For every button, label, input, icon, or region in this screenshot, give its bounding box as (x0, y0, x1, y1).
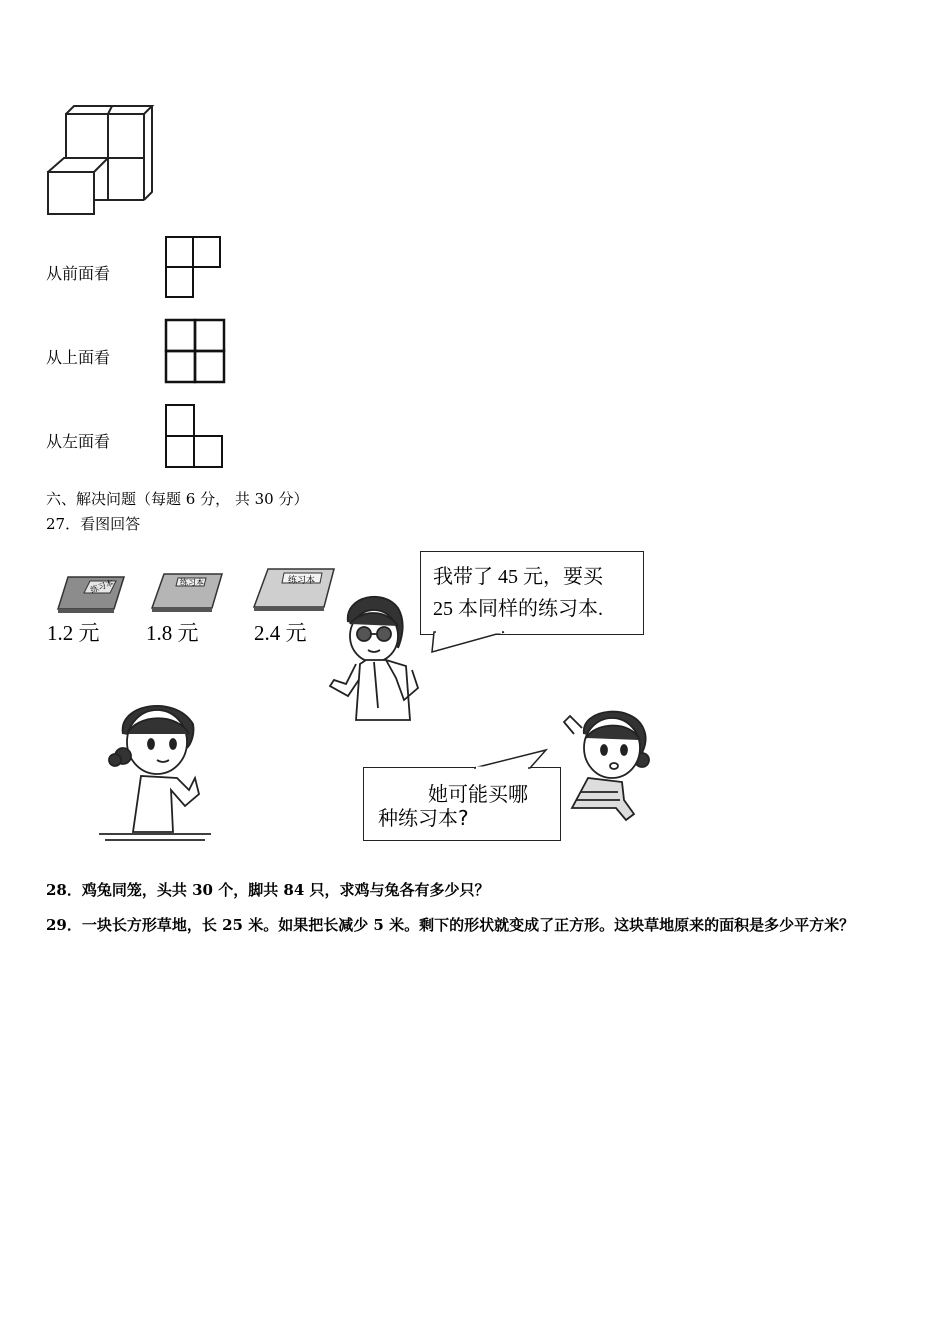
book-1-price: 1.2 元 (47, 621, 100, 645)
book-3-cover-label: 练习本 (288, 576, 316, 586)
book-1-cover-label: 练习本 (89, 578, 115, 595)
book-2-cover-label: 练习本 (180, 578, 204, 587)
left-view-figure (164, 403, 226, 469)
teacher-speech-bubble (420, 551, 644, 635)
front-view-figure (164, 235, 224, 299)
book-3-price: 2.4 元 (254, 621, 307, 645)
top-view-figure (164, 318, 228, 384)
view-label-left: 从左面看 (46, 432, 111, 451)
question-speech-line1: 她可能买哪 (428, 782, 528, 806)
question-speech-bubble (363, 767, 561, 841)
book-2-price: 1.8 元 (146, 621, 199, 645)
view-label-top: 从上面看 (46, 348, 111, 367)
question-29: 29．一块长方形草地，长 25 米。如果把长减少 5 米。剩下的形状就变成了正方形。这块草地原来的面积是多少平方米？ (46, 916, 855, 934)
view-label-front: 从前面看 (46, 264, 111, 283)
section-title: 六、解决问题（每题 6 分， 共 30 分） (46, 490, 309, 508)
thinking-girl-illustration (560, 704, 656, 824)
q27-title: 27．看图回答 (46, 515, 141, 533)
girl-with-thumb-illustration (95, 694, 215, 844)
question-bubble-tail (470, 748, 550, 770)
teacher-speech-line2: 25 本同样的练习本. (433, 598, 603, 620)
book-1 (56, 575, 126, 615)
book-2 (150, 572, 226, 614)
teacher-illustration (326, 588, 426, 724)
question-speech-line2: 种练习本? (378, 806, 469, 830)
question-28: 28．鸡兔同笼，头共 30 个，脚共 84 只，求鸡与兔各有多少只？ (46, 881, 490, 899)
cube-solid-figure (44, 100, 159, 220)
teacher-speech-line1: 我带了 45 元，要买 (433, 566, 603, 588)
teacher-bubble-tail (430, 632, 510, 654)
